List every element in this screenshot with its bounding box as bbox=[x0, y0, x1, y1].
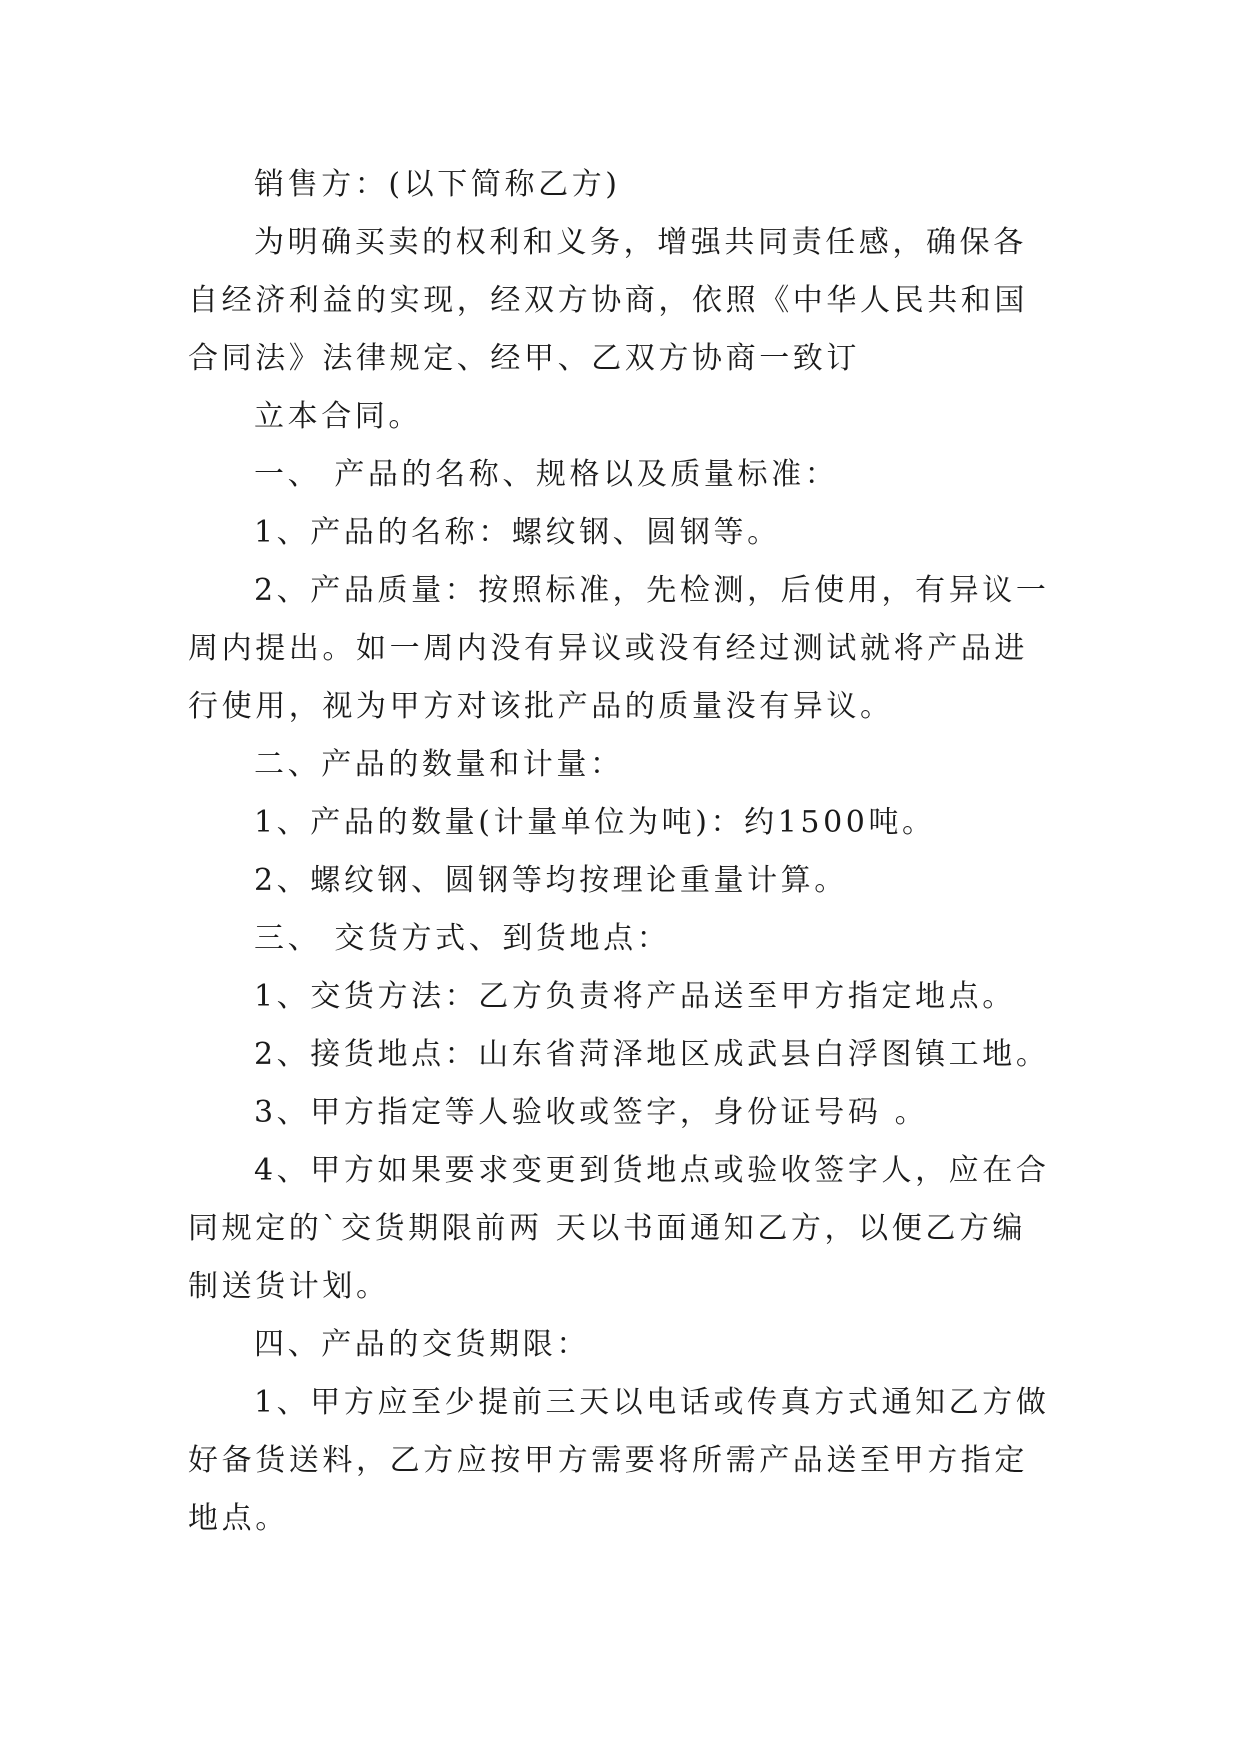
paragraph-preamble: 为明确买卖的权利和义务，增强共同责任感，确保各自经济利益的实现，经双方协商，依照《中华人民共和国合同法》法律规定、经甲、乙双方协商一致订 bbox=[188, 225, 1028, 376]
paragraph-delivery-location: 2、接货地点：山东省菏泽地区成武县白浮图镇工地。 bbox=[254, 1037, 1050, 1072]
paragraph-contract-established: 立本合同。 bbox=[254, 399, 422, 434]
paragraph-product-name: 1、产品的名称：螺纹钢、圆钢等。 bbox=[254, 515, 781, 550]
paragraph-delivery-period: 1、甲方应至少提前三天以电话或传真方式通知乙方做好备货送料，乙方应按甲方需要将所需产品送至甲方指定地点。 bbox=[188, 1385, 1050, 1536]
section-heading-quantity: 二、产品的数量和计量： bbox=[254, 747, 624, 782]
section-heading-delivery: 三、 交货方式、到货地点： bbox=[254, 921, 671, 956]
paragraph-acceptance: 3、甲方指定等人验收或签字，身份证号码 。 bbox=[254, 1095, 929, 1130]
paragraph-quantity: 1、产品的数量(计量单位为吨)：约1500吨。 bbox=[254, 805, 936, 840]
paragraph-weight-calculation: 2、螺纹钢、圆钢等均按理论重量计算。 bbox=[254, 863, 848, 898]
paragraph-product-quality: 2、产品质量：按照标准，先检测，后使用，有异议一周内提出。如一周内没有异议或没有经过测试就将产品进行使用，视为甲方对该批产品的质量没有异议。 bbox=[188, 573, 1050, 724]
document-body bbox=[188, 156, 1054, 1548]
paragraph-delivery-method: 1、交货方法：乙方负责将产品送至甲方指定地点。 bbox=[254, 979, 1016, 1014]
section-heading-product: 一、 产品的名称、规格以及质量标准： bbox=[254, 457, 839, 492]
section-heading-delivery-period: 四、产品的交货期限： bbox=[254, 1327, 590, 1362]
paragraph-seller: 销售方：(以下简称乙方) bbox=[254, 167, 621, 202]
paragraph-change-notice: 4、甲方如果要求变更到货地点或验收签字人，应在合同规定的`交货期限前两 天以书面通知乙方，以便乙方编制送货计划。 bbox=[188, 1153, 1050, 1304]
